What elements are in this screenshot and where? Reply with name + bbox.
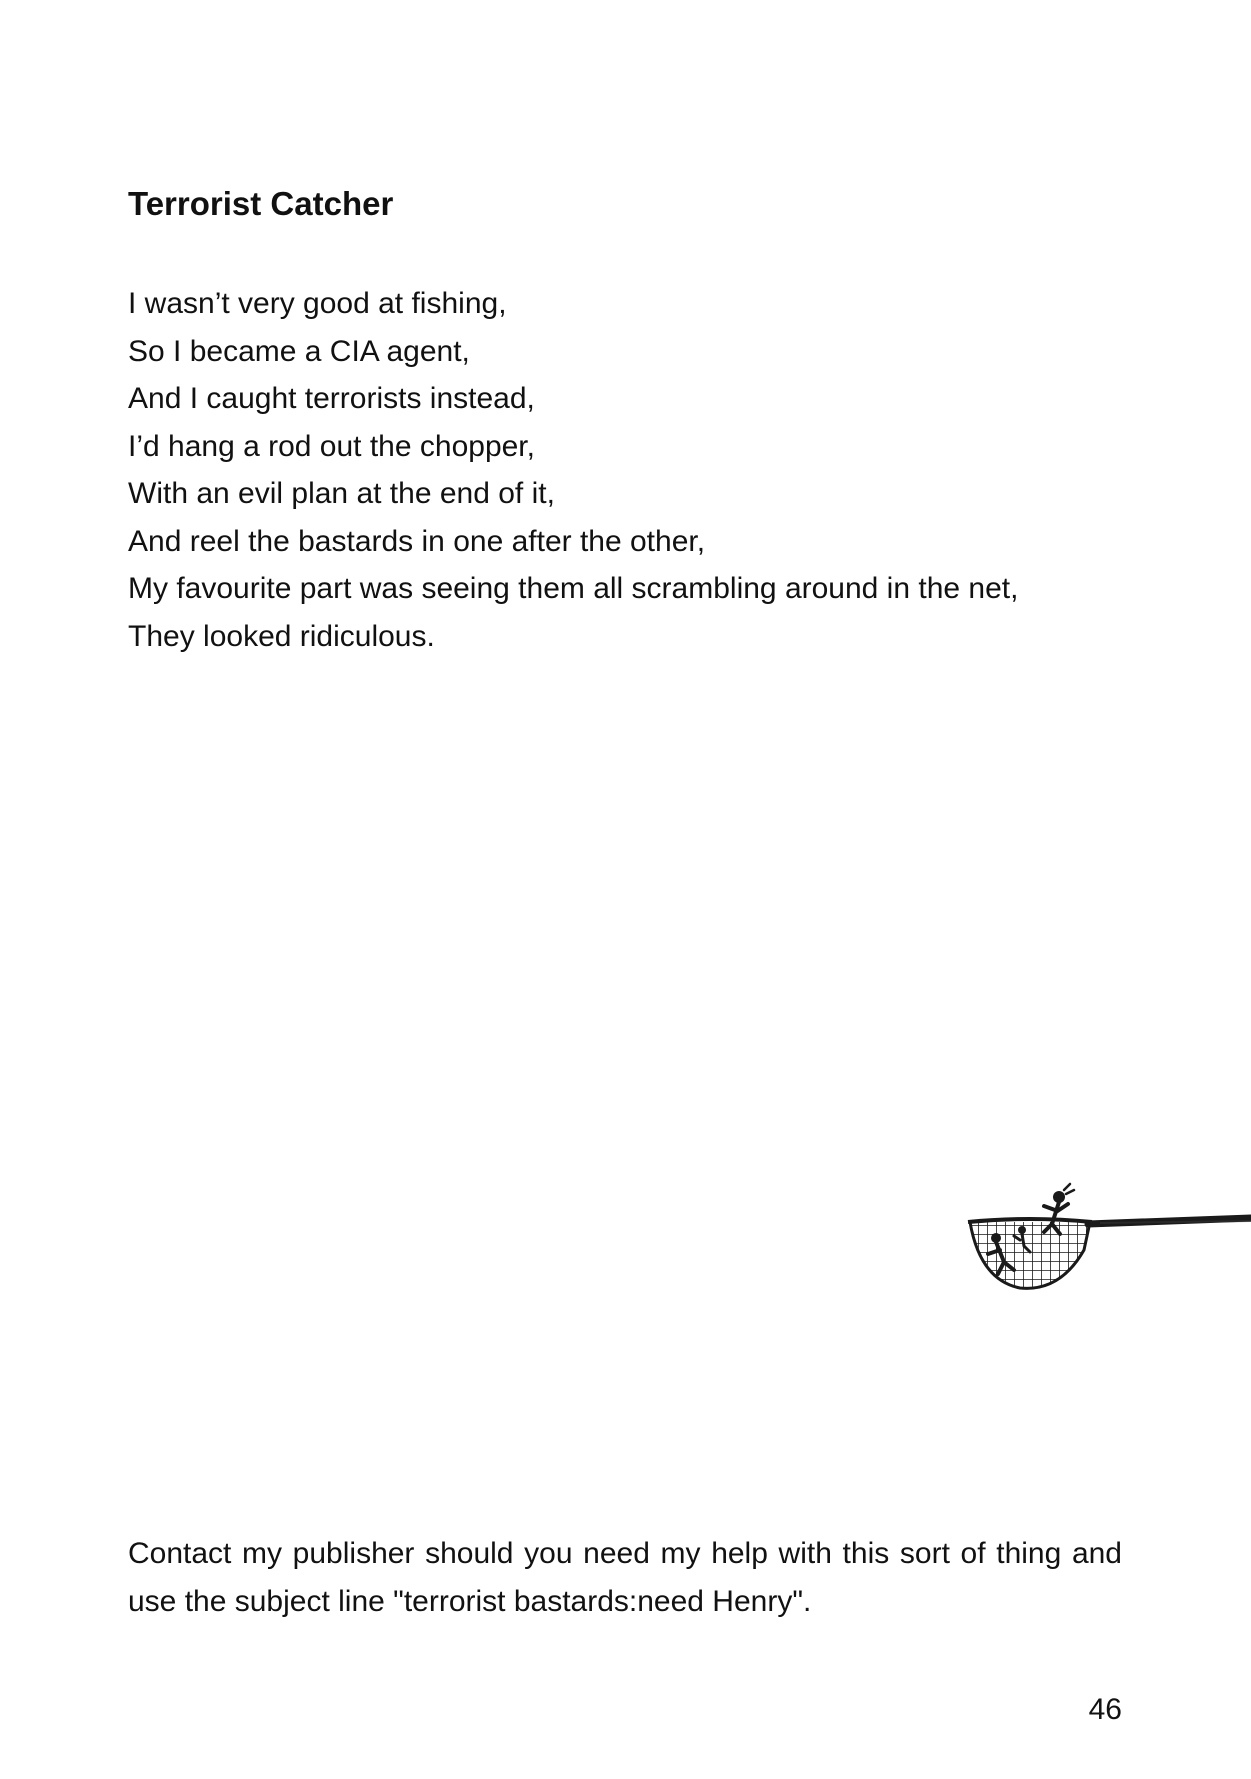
- fishing-net-icon: [960, 1180, 1251, 1300]
- page-number: 46: [1088, 1693, 1122, 1726]
- poem-line: So I became a CIA agent,: [128, 334, 470, 368]
- poem-title: Terrorist Catcher: [128, 185, 394, 222]
- poem-line: They looked ridiculous.: [128, 619, 435, 653]
- publisher-note: Contact my publisher should you need my help with this sort of thing and use the subject line "terrorist bastards:need Henry".: [128, 1537, 1122, 1618]
- poem-line: And I caught terrorists instead,: [128, 382, 535, 415]
- poem-line: I’d hang a rod out the chopper,: [128, 429, 535, 463]
- poem-body: [128, 280, 1128, 660]
- poem-line: My favourite part was seeing them all scrambling around in the net,: [128, 572, 1019, 605]
- poem-line: And reel the bastards in one after the other,: [128, 524, 706, 558]
- poem-line: With an evil plan at the end of it,: [128, 477, 555, 510]
- poem-line: I wasn’t very good at fishing,: [128, 287, 507, 320]
